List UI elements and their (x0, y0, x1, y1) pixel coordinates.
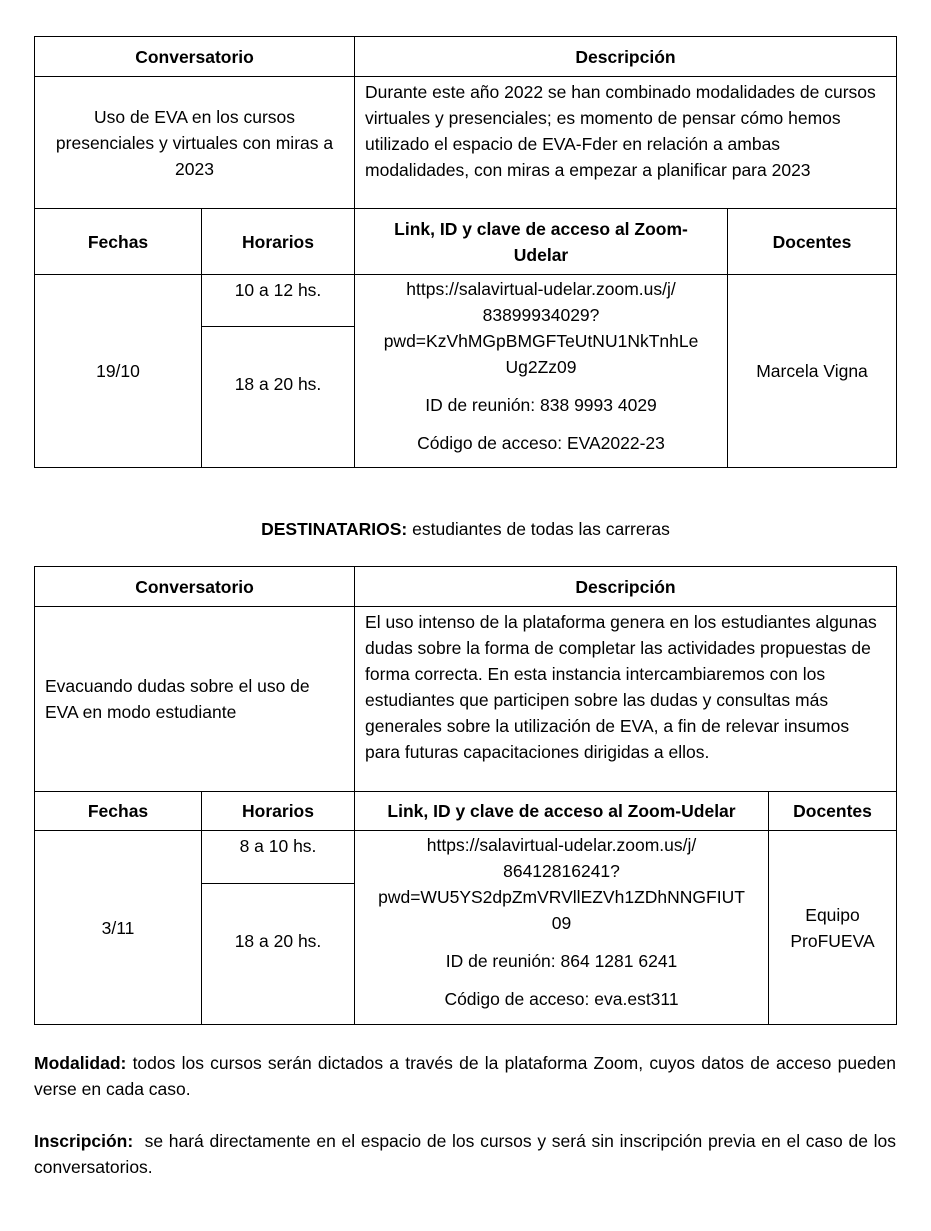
fecha-cell: 19/10 (35, 275, 202, 468)
access-code: Código de acceso: EVA2022-23 (417, 433, 665, 453)
horario-cell: 8 a 10 hs. (202, 831, 355, 884)
header-descripcion: Descripción (355, 567, 897, 607)
zoom-link[interactable]: https://salavirtual-udelar.zoom.us/j/ (406, 279, 676, 299)
header-horarios: Horarios (202, 792, 355, 831)
meeting-id: ID de reunión: 864 1281 6241 (445, 951, 678, 971)
fecha-cell: 3/11 (35, 831, 202, 1025)
header-link: Link, ID y clave de acceso al Zoom-Udelar (355, 209, 728, 275)
conversatorio-description: El uso intenso de la plataforma genera en los estudiantes algunas dudas sobre la forma de completar las actividades propuestas de forma correcta. En esta instancia intercambiaremos con los estudiantes que participen sobre las dudas y consultas más generales sobre la utilización de EVA, a fin de relevar insumos para futuras capacitaciones dirigidas a ellos. (355, 607, 897, 792)
docente-line: ProFUEVA (790, 930, 875, 951)
destinatarios-line (0, 516, 931, 542)
header-horarios: Horarios (202, 209, 355, 275)
header-fechas: Fechas (35, 209, 202, 275)
meeting-id: ID de reunión: 838 9993 4029 (425, 395, 657, 415)
inscripcion-paragraph (34, 1128, 901, 1180)
header-docentes: Docentes (769, 792, 897, 831)
header-conversatorio: Conversatorio (35, 567, 355, 607)
docente-cell: Marcela Vigna (728, 275, 897, 468)
header-docentes: Docentes (728, 209, 897, 275)
destinatarios-text: estudiantes de todas las carreras (407, 519, 670, 539)
zoom-link[interactable]: 83899934029? (482, 305, 600, 325)
zoom-link[interactable]: Ug2Zz09 (505, 357, 577, 377)
conversatorio-title: Uso de EVA en los cursos presenciales y virtuales con miras a 2023 (35, 77, 355, 209)
inscripcion-label: Inscripción: (34, 1131, 134, 1151)
conversatorio-table-1 (34, 36, 897, 468)
zoom-link[interactable]: https://salavirtual-udelar.zoom.us/j/ (426, 835, 697, 855)
docente-cell (769, 831, 897, 1025)
access-code: Código de acceso: eva.est311 (444, 989, 679, 1009)
zoom-link[interactable]: pwd=WU5YS2dpZmVRVllEZVh1ZDhNNGFIUT (378, 887, 745, 907)
conversatorio-title: Evacuando dudas sobre el uso de EVA en modo estudiante (35, 607, 355, 792)
zoom-link[interactable]: 86412816241? (503, 861, 620, 881)
header-link: Link, ID y clave de acceso al Zoom-Udelar (355, 792, 769, 831)
conversatorio-description: Durante este año 2022 se han combinado modalidades de cursos virtuales y presenciales; es momento de pensar cómo hemos utilizado el espacio de EVA-Fder en relación a ambas modalidades, con miras a empezar a planificar para 2023 (355, 77, 897, 209)
horario-cell: 10 a 12 hs. (202, 275, 355, 327)
modalidad-paragraph (34, 1050, 896, 1102)
inscripcion-text: se hará directamente en el espacio de los cursos y será sin inscripción previa en el caso de los conversatorios. (34, 1131, 901, 1177)
destinatarios-label: DESTINATARIOS: (261, 519, 408, 539)
modalidad-label: Modalidad: (34, 1053, 127, 1073)
zoom-access-cell (355, 275, 728, 468)
zoom-access-cell (355, 831, 769, 1025)
horario-cell: 18 a 20 hs. (202, 327, 355, 468)
zoom-link[interactable]: pwd=KzVhMGpBMGFTeUtNU1NkTnhLe (383, 331, 699, 351)
conversatorio-table-2 (34, 566, 897, 1025)
header-conversatorio: Conversatorio (35, 37, 355, 77)
docente-line: Equipo (805, 904, 860, 925)
header-descripcion: Descripción (355, 37, 897, 77)
header-fechas: Fechas (35, 792, 202, 831)
horario-cell: 18 a 20 hs. (202, 884, 355, 1025)
zoom-link[interactable]: 09 (551, 913, 572, 933)
modalidad-text: todos los cursos serán dictados a través de la plataforma Zoom, cuyos datos de acceso pueden verse en cada caso. (34, 1053, 896, 1099)
